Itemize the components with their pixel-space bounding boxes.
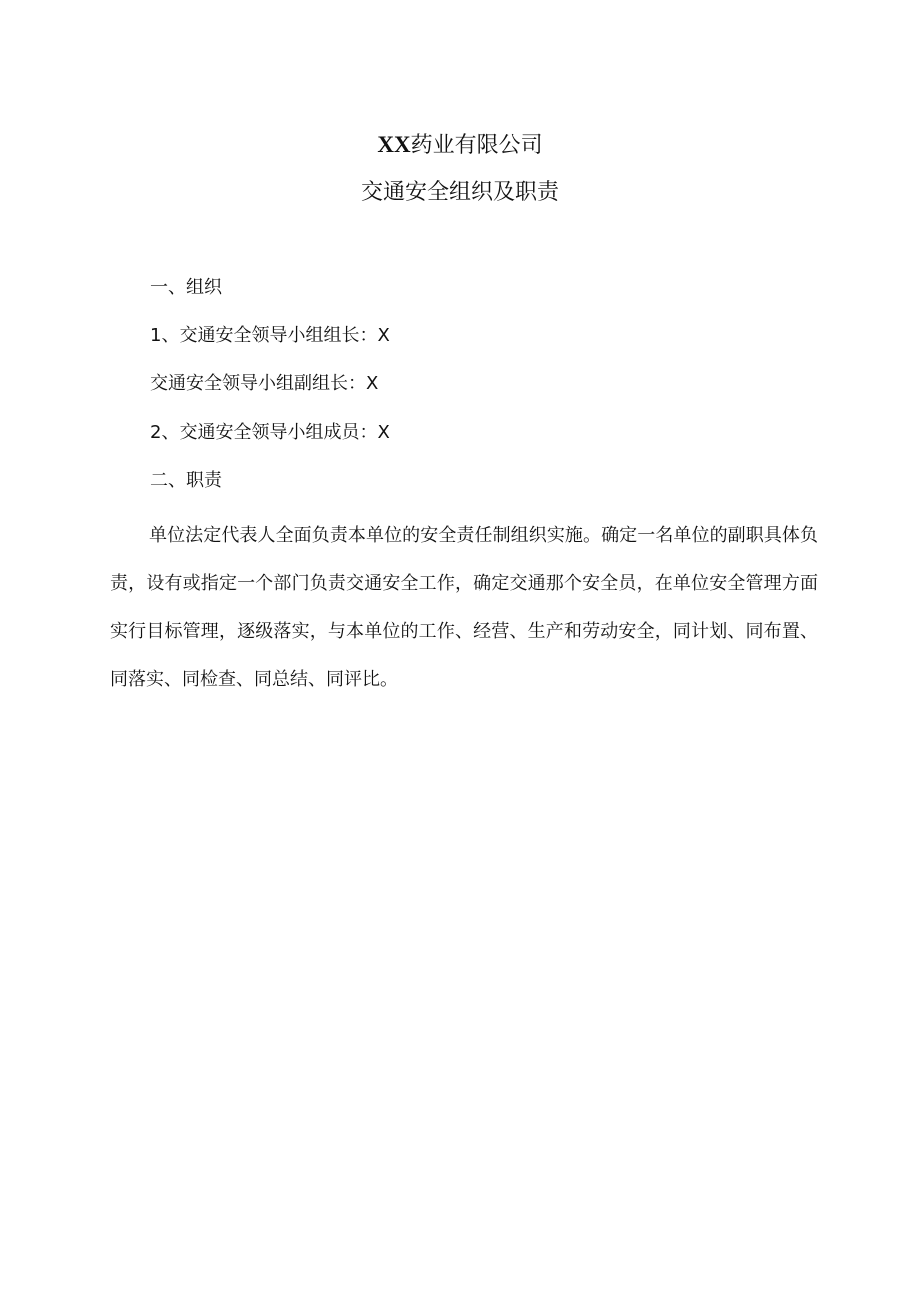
document-subtitle: 交通安全组织及职责 bbox=[360, 180, 559, 205]
section-duties-heading: 二、职责 bbox=[150, 470, 222, 491]
deputy-leader-line: 交通安全领导小组副组长：X bbox=[150, 373, 379, 394]
company-title bbox=[0, 130, 920, 161]
members-line: 2、交通安全领导小组成员：X bbox=[150, 422, 390, 443]
section-organization-heading: 一、组织 bbox=[150, 277, 222, 298]
leader-line: 1、交通安全领导小组组长：X bbox=[150, 325, 390, 346]
duties-paragraph: 单位法定代表人全面负责本单位的安全责任制组织实施。确定一名单位的副职具体负责，设有或指定一个部门负责交通安全工作，确定交通那个安全员，在单位安全管理方面实行目标管理，逐级落实，与本单位的工作、经营、生产和劳动安全，同计划、同布置、同落实、同检查、同总结、同评比。 bbox=[110, 525, 818, 690]
company-title-name: 药业有限公司 bbox=[410, 133, 543, 158]
company-title-brand: XX bbox=[377, 132, 411, 157]
